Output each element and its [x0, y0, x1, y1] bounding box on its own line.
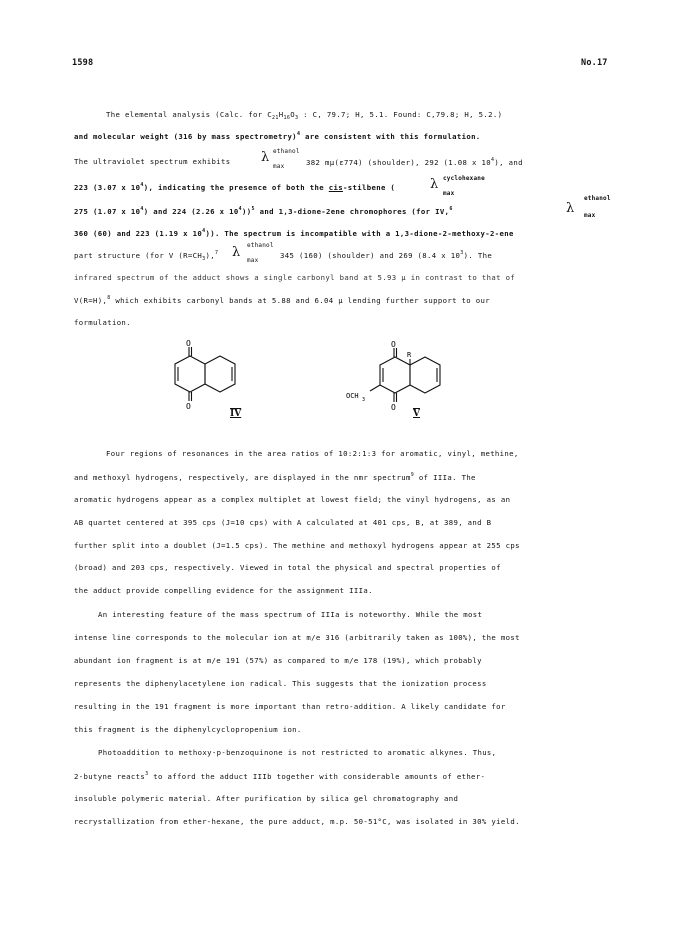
para4-line3: insoluble polymeric material. After purification by silica gel chromatography and: [74, 794, 459, 803]
page-number: 1598: [72, 58, 94, 68]
para3-line2: intense line corresponds to the molecular ion at m/e 316 (arbitrarily taken as 100%), the most: [74, 633, 520, 642]
para4-line1: Photoaddition to methoxy-p-benzoquinone is not restricted to aromatic alkynes. Thus,: [98, 748, 497, 757]
para3-line5: resulting in the 191 fragment is more important than retro-addition. A likely candidate for: [74, 702, 506, 711]
atom-och3-subscript: 3: [362, 397, 366, 403]
lambda-superscript: ethanol: [247, 242, 274, 249]
lambda-subscript: max: [247, 257, 259, 264]
lambda-subscript: max: [443, 190, 455, 197]
para3-line6: this fragment is the diphenylcyclopropenium ion.: [74, 725, 302, 734]
para2-line5: further split into a doublet (J=1.5 cps). The methine and methoxyl hydrogens appear at 255 cps: [74, 541, 520, 550]
para1-line4: 223 (3.07 x $10^4$), indicating the presence of both the cis-stilbene (: [74, 182, 396, 192]
lambda-symbol: λ: [566, 201, 575, 216]
para3-line1: An interesting feature of the mass spectrum of IIIa is noteworthy. While the most: [98, 610, 483, 619]
label-iv: IV: [230, 409, 242, 419]
structure-iv: [160, 338, 270, 418]
lambda-subscript: max: [584, 212, 596, 219]
atom-o-bottom: O: [186, 402, 191, 411]
para1-line3: The ultraviolet spectrum exhibits: [74, 157, 231, 166]
atom-o-bottom: O: [391, 403, 396, 412]
para1-line7-values: 345 (160) (shoulder) and 269 (8.4 x $10^3$). The: [280, 250, 493, 260]
para2-line1: Four regions of resonances in the area ratios of 10:2:1:3 for aromatic, vinyl, methine,: [106, 449, 519, 458]
lambda-symbol: λ: [261, 150, 270, 165]
para1-line8: infrared spectrum of the adduct shows a single carbonyl band at 5.93 μ in contrast to that of: [74, 273, 516, 282]
lambda-symbol: λ: [430, 177, 439, 192]
structure-v: [340, 335, 470, 420]
para2-line3: aromatic hydrogens appear as a complex multiplet at lowest field; the vinyl hydrogens, as an: [74, 495, 511, 504]
para1-line7: part structure (for V $(R=CH_3),^7$: [74, 250, 219, 262]
para4-line2: 2-butyne reacts$^3$ to afford the adduct IIIb together with considerable amounts of ether-: [74, 771, 486, 781]
atom-o-top: O: [391, 340, 396, 349]
para2-line7: the adduct provide compelling evidence for the assignment IIIa.: [74, 586, 373, 595]
para1-line9: V(R=H),$^8$ which exhibits carbonyl bands at 5.88 and 6.04 μ lending further support to our: [74, 295, 491, 305]
para1-line6: 360 (60) and 223 (1.19 x $10^4$)). The spectrum is incompatible with a 1,3-dione-2-methoxy-2-ene: [74, 228, 514, 238]
para1-line2: and molecular weight (316 by mass spectrometry)$^4$ are consistent with this formulation.: [74, 131, 481, 141]
journal-issue: No.17: [581, 58, 608, 68]
para4-line4: recrystallization from ether-hexane, the pure adduct, m.p. 50-51°C, was isolated in 30% yield.: [74, 817, 520, 826]
label-v: V: [413, 409, 420, 419]
para3-line3: abundant ion fragment is at m/e 191 (57%) as compared to m/e 178 (19%), which probably: [74, 656, 482, 665]
para3-line4: represents the diphenylacetylene ion radical. This suggests that the ionization process: [74, 679, 487, 688]
para2-line4: AB quartet centered at 395 cps (J=10 cps) with A calculated at 401 cps, B, at 389, and B: [74, 518, 492, 527]
para2-line6: (broad) and 203 cps, respectively. Viewed in total the physical and spectral properties of: [74, 563, 501, 572]
atom-o-top: O: [186, 339, 191, 348]
para1-line1: The elemental analysis (Calc. for $C_{21}H_{16}O_3$ : C, 79.7; H, 5.1. Found: C,79.8; H, 5.2.): [106, 110, 503, 121]
para1-line5: 275 (1.07 x $10^4$) and 224 (2.26 x $10^4))^5$ and 1,3-dione-2ene chromophores (for IV,$^6$: [74, 206, 453, 216]
lambda-symbol: λ: [232, 245, 241, 260]
lambda-subscript: max: [273, 163, 285, 170]
atom-r: R: [407, 351, 412, 359]
structure-iv-drawing: [160, 338, 270, 418]
lambda-superscript: cyclohexane: [443, 175, 485, 182]
para1-line10: formulation.: [74, 318, 131, 327]
structure-v-drawing: [340, 335, 470, 420]
lambda-superscript: ethanol: [273, 148, 300, 155]
para2-line2: and methoxyl hydrogens, respectively, are displayed in the nmr spectrum$^9$ of IIIa. The: [74, 472, 476, 482]
para1-line3-values: 382 mμ(ε774) (shoulder), 292 (1.08 x $10^4$), and: [306, 157, 523, 167]
atom-och3: OCH: [346, 392, 359, 400]
lambda-superscript: ethanol: [584, 195, 611, 202]
